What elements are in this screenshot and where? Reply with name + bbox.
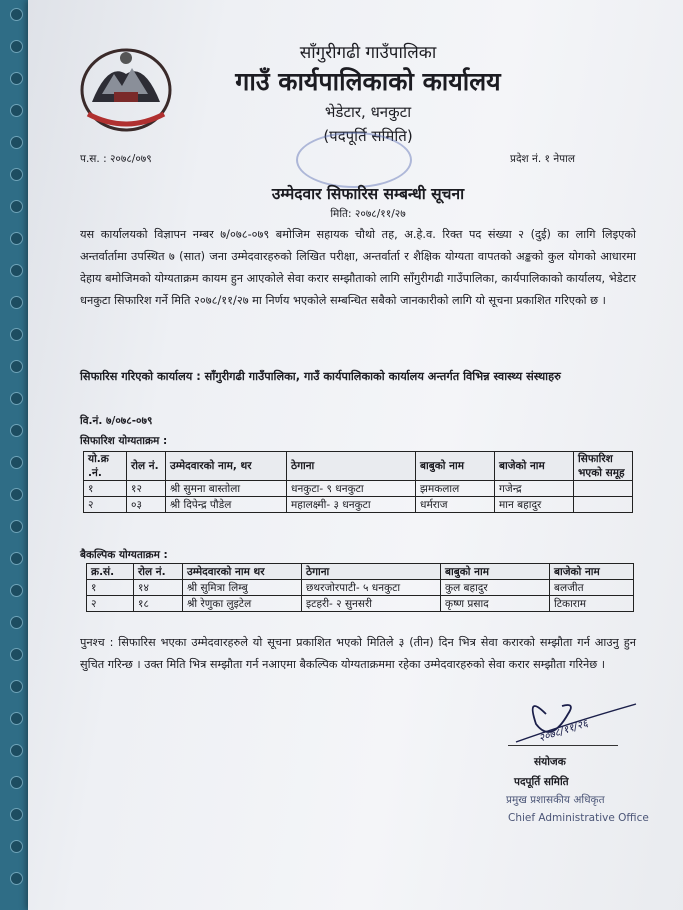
notice-title: उम्मेदवार सिफारिस सम्बन्धी सूचना: [271, 185, 465, 203]
merit-list-label: सिफारिश योग्यताक्रम :: [80, 435, 168, 447]
binder-holes: [0, 0, 30, 910]
cell: ०३: [127, 497, 166, 513]
office-name: गाउँ कार्यपालिकाको कार्यालय: [235, 67, 501, 96]
recommended-office: सिफारिस गरिएको कार्यालय : साँगुरीगढी गाउँपालिका, गाउँ कार्यपालिकाको कार्यालय अन्तर्गत विभिन्न स्वास्थ्य संस्थाहरु: [80, 370, 561, 383]
cell: १: [87, 580, 134, 596]
table-row: [84, 481, 633, 497]
stamp-title-np: प्रमुख प्रशासकीय अधिकृत: [506, 794, 605, 806]
notice-body: यस कार्यालयको विज्ञापन नम्बर ७/०७८-०७९ बमोजिम सहायक चौथो तह, अ.हे.व. रिक्त पद संख्या २ (दुई) का लागि लिइएको अन्तर्वार्तामा उपस्थित ७ (सात) जना उम्मेदवारहरुको लिखित परीक्षा, अन्तर्वार्ता र शैक्षिक योग्यता वापतको अङ्कको कुल योगको आधारमा देहाय बमोजिमको योग्यताक्रम कायम हुन आएकोले सेवा करार सम्झौताको लागि साँगुरीगढी गाउँपालिका, कार्यपालिकाको कार्यालय, भेडेटार धनकुटा सिफारिश गर्ने मिति २०७८/११/२७ मा निर्णय भएकोले सम्बन्धित सबैको जानकारीको लागि यो सूचना प्रकाशित गरिएको छ ।: [80, 228, 636, 307]
signature-date: २०७८/११/२६: [537, 717, 590, 745]
col-roll: रोल नं.: [134, 564, 183, 580]
col-father: बाबुको नाम: [416, 452, 495, 481]
cell: धर्मराज: [416, 497, 495, 513]
cell: [574, 497, 633, 513]
cell: [574, 481, 633, 497]
col-name: उम्मेदवारको नाम थर: [183, 564, 302, 580]
table-row: [87, 596, 634, 612]
table-row: [87, 580, 634, 596]
cell: १२: [127, 481, 166, 497]
cell: कुल बहादुर: [441, 580, 550, 596]
signatory-committee: पदपूर्ति समिति: [514, 776, 569, 788]
cell: झमकलाल: [416, 481, 495, 497]
col-roll: रोल नं.: [127, 452, 166, 481]
alternate-list-label: बैकल्पिक योग्यताक्रम :: [80, 549, 168, 561]
alternate-table: [86, 563, 634, 612]
postscript-note: पुनश्च : सिफारिस भएका उम्मेदवारहरुले यो सूचना प्रकाशित भएको मितिले ३ (तीन) दिन भित्र सेवा करारको सम्झौता गर्न आउनु हुन सुचित गरिन्छ । उक्त मिति भित्र सम्झौता गर्न नआएमा बैकल्पिक योग्यताक्रममा रहेका उम्मेदवारहरुको सेवा करार सम्झौता गरिनेछ ।: [80, 636, 636, 671]
table-header-row: [87, 564, 634, 580]
cell: १४: [134, 580, 183, 596]
col-address: ठेगाना: [302, 564, 441, 580]
office-stamp: [296, 132, 412, 188]
province-label: प्रदेश नं. १ नेपाल: [510, 153, 575, 165]
cell: १: [84, 481, 127, 497]
cell: गजेन्द्र: [495, 481, 574, 497]
cell: २: [87, 596, 134, 612]
col-address: ठेगाना: [287, 452, 416, 481]
committee-name: (पदपूर्ति समिति): [323, 127, 413, 145]
reference-number: प.स. : २०७८/०७९: [80, 153, 152, 165]
cell: कृष्ण प्रसाद: [441, 596, 550, 612]
table-header-row: [84, 452, 633, 481]
office-address: भेडेटार, धनकुटा: [324, 103, 412, 121]
merit-table: [83, 451, 633, 513]
stamp-title-en: Chief Administrative Office: [508, 812, 649, 824]
cell: बलजीत: [550, 580, 634, 596]
signatory-role: संयोजक: [534, 756, 566, 768]
col-father: बाबुको नाम: [441, 564, 550, 580]
cell: इटहरी- २ सुनसरी: [302, 596, 441, 612]
cell: २: [84, 497, 127, 513]
cell: मान बहादुर: [495, 497, 574, 513]
col-name: उम्मेदवारको नाम, थर: [166, 452, 287, 481]
cell: श्री सुमित्रा लिम्बु: [183, 580, 302, 596]
col-grandfather: बाजेको नाम: [550, 564, 634, 580]
municipality-name: साँगुरीगढी गाउँपालिका: [299, 43, 437, 63]
col-grandfather: बाजेको नाम: [495, 452, 574, 481]
col-group: सिफारिश भएको समूह: [574, 452, 633, 481]
advertisement-number: वि.नं. ७/०७८-०७९: [80, 415, 153, 427]
cell: छथरजोरपाटी- ५ धनकुटा: [302, 580, 441, 596]
col-serial: क्र.सं.: [87, 564, 134, 580]
cell: श्री दिपेन्द्र पौडेल: [166, 497, 287, 513]
cell: धनकुटा- ९ धनकुटा: [287, 481, 416, 497]
notice-paper: [28, 0, 683, 910]
col-serial: यो.क्र .नं.: [84, 452, 127, 481]
nepal-emblem-icon: [78, 44, 174, 134]
cell: १८: [134, 596, 183, 612]
table-row: [84, 497, 633, 513]
cell: श्री रेणुका लुइटेल: [183, 596, 302, 612]
cell: टिकाराम: [550, 596, 634, 612]
cell: श्री सुमना बास्तोला: [166, 481, 287, 497]
signature-line: [508, 745, 618, 746]
cell: महालक्ष्मी- ३ धनकुटा: [287, 497, 416, 513]
notice-date: मिति: २०७८/११/२७: [330, 208, 406, 220]
